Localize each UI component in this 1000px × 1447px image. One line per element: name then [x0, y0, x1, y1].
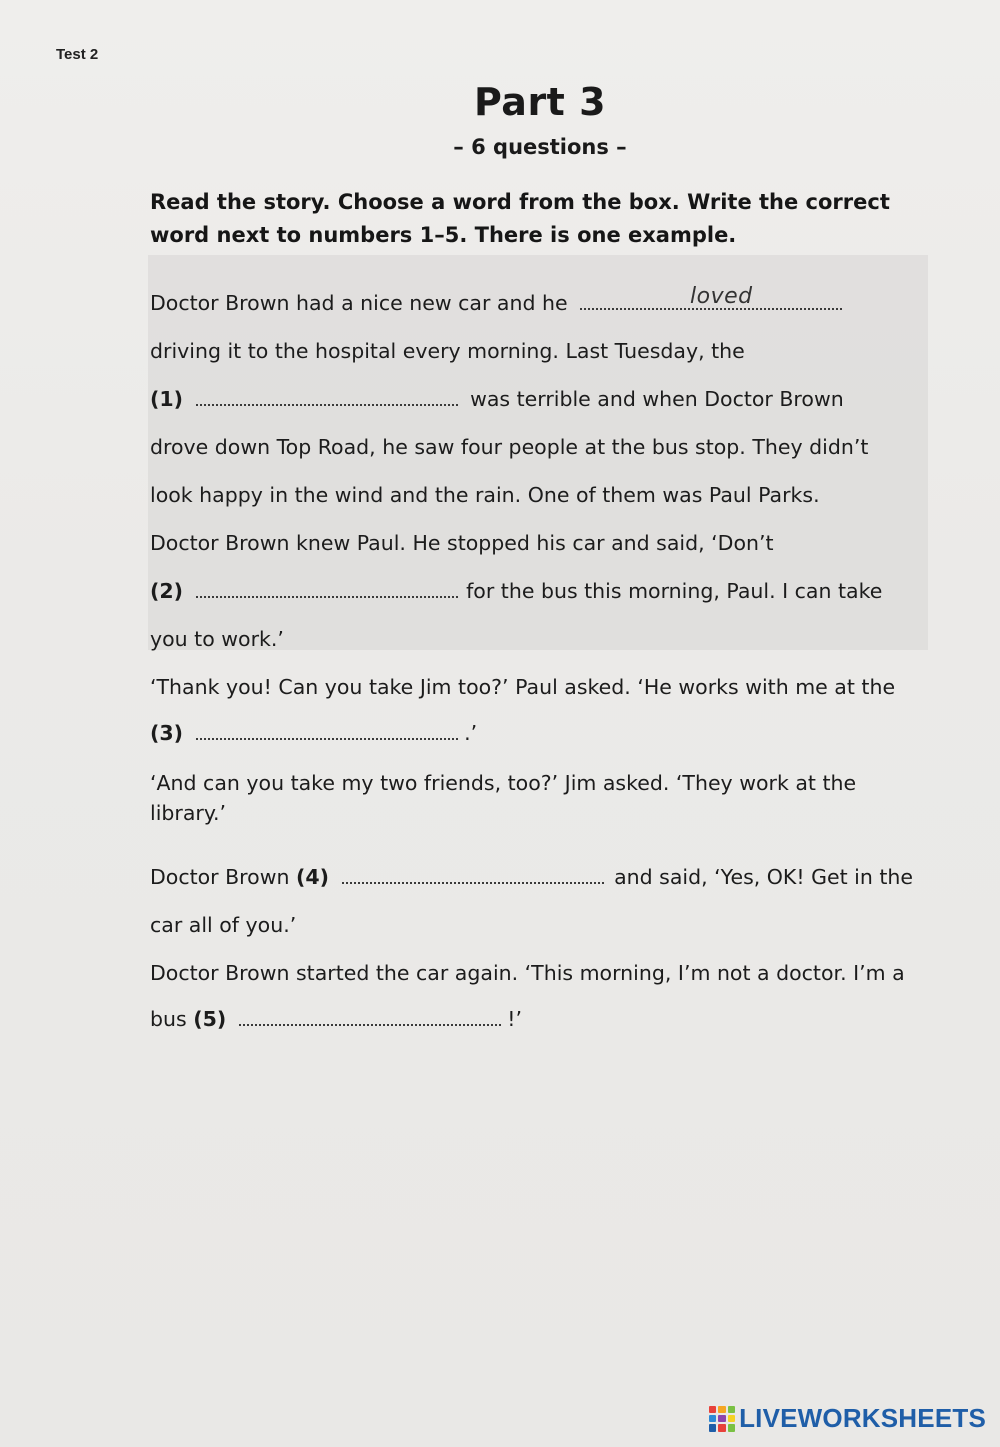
story-line [150, 718, 477, 748]
story-text-span: !’ [507, 1007, 523, 1031]
story-text-span: you to work.’ [150, 627, 284, 651]
answer-blank-4[interactable] [342, 862, 604, 884]
story-text-span: was terrible and when Doctor Brown [470, 387, 844, 411]
part-subtitle: – 6 questions – [453, 135, 627, 159]
question-number-2: (2) [150, 579, 184, 603]
story-line [150, 1004, 522, 1034]
story-text-span: Doctor Brown had a nice new car and he [150, 291, 568, 315]
story-text-span: and said, ‘Yes, OK! Get in the [614, 865, 913, 889]
story-line [150, 768, 856, 798]
story-line [150, 336, 745, 366]
answer-blank-3[interactable] [196, 718, 458, 740]
story-line [150, 576, 882, 606]
logo-square [709, 1406, 716, 1413]
logo-square [718, 1406, 725, 1413]
story-line [150, 528, 774, 558]
question-number-3: (3) [150, 721, 184, 745]
part-title: Part 3 [473, 80, 607, 124]
logo-grid-icon [709, 1406, 735, 1432]
story-text-span: driving it to the hospital every morning. Last Tuesday, the [150, 339, 745, 363]
logo-square [718, 1424, 725, 1431]
question-number-4: (4) [296, 865, 330, 889]
story-text-span: Doctor Brown knew Paul. He stopped his car and said, ‘Don’t [150, 531, 774, 555]
story-text-span: library.’ [150, 801, 227, 825]
story-line [150, 480, 820, 510]
logo-square [709, 1424, 716, 1431]
story-text-span: car all of you.’ [150, 913, 297, 937]
story-text-span: bus [150, 1007, 187, 1031]
logo-square [728, 1406, 735, 1413]
liveworksheets-logo [709, 1403, 986, 1434]
story-text-span: Doctor Brown [150, 865, 290, 889]
question-number-1: (1) [150, 387, 184, 411]
story-line [150, 862, 913, 892]
logo-text: LIVEWORKSHEETS [739, 1403, 986, 1433]
story-line [150, 624, 284, 654]
story-text-span: Doctor Brown started the car again. ‘This morning, I’m not a doctor. I’m a [150, 961, 905, 985]
instructions [150, 186, 920, 252]
story-text-span: ‘Thank you! Can you take Jim too?’ Paul asked. ‘He works with me at the [150, 675, 896, 699]
story-text-span: for the bus this morning, Paul. I can take [466, 579, 883, 603]
instructions-line-1: Read the story. Choose a word from the box. Write the correct [150, 190, 890, 214]
test-label: Test 2 [56, 46, 99, 63]
answer-blank-1[interactable] [196, 384, 458, 406]
story-line [150, 958, 905, 988]
story-line [150, 910, 296, 940]
story-text-span: drove down Top Road, he saw four people at the bus stop. They didn’t [150, 435, 869, 459]
logo-square [728, 1424, 735, 1431]
story-line [150, 432, 868, 462]
logo-square [728, 1415, 735, 1422]
logo-square [709, 1415, 716, 1422]
answer-blank-5[interactable] [239, 1004, 501, 1026]
question-number-5: (5) [193, 1007, 227, 1031]
example-answer: loved [690, 284, 753, 309]
story-text-span: .’ [464, 721, 478, 745]
logo-square [718, 1415, 725, 1422]
story-line [150, 672, 895, 702]
story-line [150, 798, 226, 828]
instructions-line-2: word next to numbers 1–5. There is one example. [150, 223, 737, 247]
story-text-span: ‘And can you take my two friends, too?’ Jim asked. ‘They work at the [150, 771, 857, 795]
story-line [150, 384, 844, 414]
answer-blank-2[interactable] [196, 576, 458, 598]
story-text-span: look happy in the wind and the rain. One of them was Paul Parks. [150, 483, 820, 507]
